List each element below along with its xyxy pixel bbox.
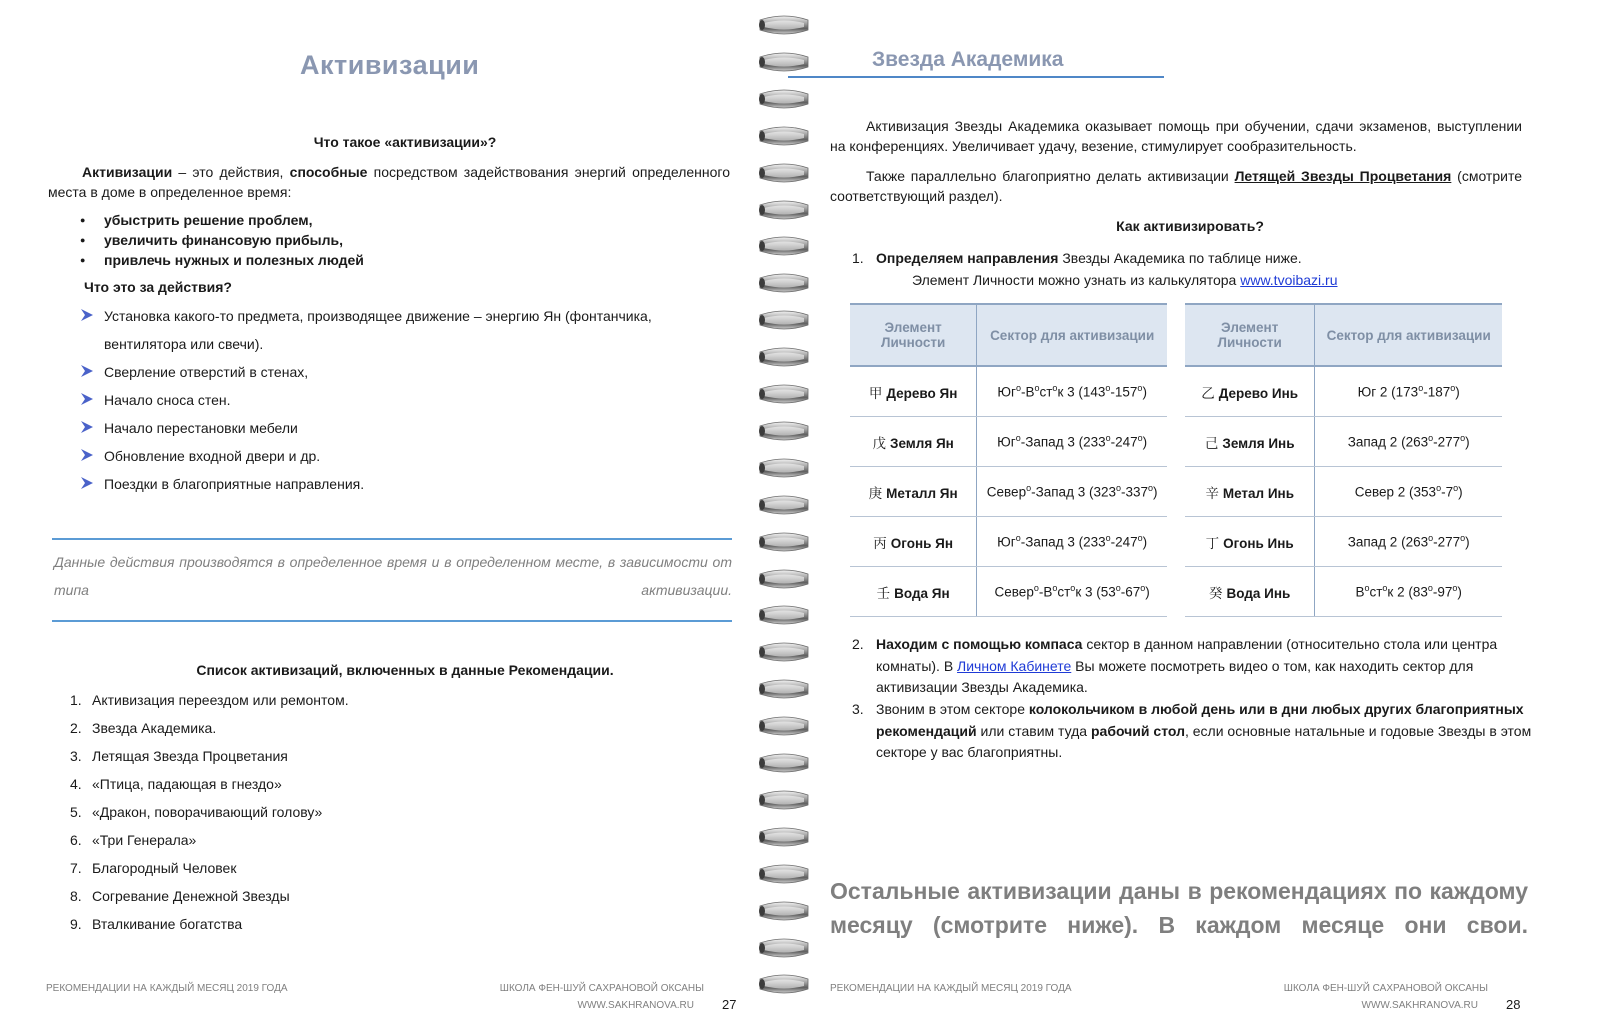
definition-text: – это действия, (172, 164, 290, 180)
spiral-ring-icon (758, 235, 810, 257)
list-item: ● убыстрить решение проблем, (48, 210, 364, 230)
page-title: Звезда Академика (872, 48, 1064, 71)
spiral-ring-icon (758, 641, 810, 663)
spiral-ring-icon (758, 973, 810, 995)
element-cell (1185, 417, 1315, 467)
section-heading: Список активизаций, включенных в данные Рекомендации. (196, 662, 614, 678)
list-item-text: «Птица, падающая в гнездо» (92, 776, 282, 792)
definition-term: Активизации (82, 164, 173, 180)
spiral-ring-icon (758, 826, 810, 848)
footer-site: WWW.SAKHRANOVA.RU (577, 1000, 694, 1011)
page-number: 27 (722, 997, 737, 1012)
element-name: Метал Инь (1222, 485, 1295, 501)
paragraph-text: Также параллельно благоприятно делать активизации (866, 168, 1235, 184)
list-item-text: Звезда Академика. (92, 720, 217, 736)
step-text: сектор в данном направлении (относительно стола или центра комнаты). В (876, 636, 1498, 674)
spiral-ring-icon (758, 715, 810, 737)
element-name: Огонь Ян (890, 535, 954, 551)
step-text: Элемент Личности можно узнать из калькулятора (912, 272, 1241, 288)
footer-left: РЕКОМЕНДАЦИИ НА КАЖДЫЙ МЕСЯЦ 2019 ГОДА (46, 983, 288, 994)
personal-cabinet-link[interactable]: Личном Кабинете (957, 657, 1072, 674)
spiral-ring-icon (758, 125, 810, 147)
table-row (850, 467, 1167, 517)
spiral-ring-icon (758, 383, 810, 405)
reference-link[interactable]: Летящей Звезды Процветания (1234, 168, 1452, 184)
element-name: Земля Инь (1222, 435, 1295, 451)
spiral-ring-icon (758, 420, 810, 442)
hanzi-glyph: 庚 (868, 485, 883, 502)
closing-note: Остальные активизации даны в рекомендациях по каждому месяцу (смотрите ниже). В каждом месяце они свои. (830, 878, 1528, 938)
step-number: 2. (852, 636, 864, 652)
list-item (80, 390, 724, 410)
element-name: Огонь Инь (1223, 535, 1294, 551)
arrow-bullet-icon (80, 476, 94, 490)
list-item-text: Поездки в благоприятные направления. (104, 476, 365, 492)
hanzi-glyph: 己 (1204, 435, 1219, 452)
list-item-text: Благородный Человек (92, 860, 237, 876)
table-row (1185, 417, 1502, 467)
list-item-text: «Три Генерала» (92, 832, 197, 848)
list-item: 7. Благородный Человек (70, 860, 237, 876)
definition-rest: посредством задействования энергий определенного места в доме в определенное время: (48, 164, 730, 200)
arrow-bullet-icon (80, 448, 94, 462)
spiral-ring-icon (758, 162, 810, 184)
element-cell (850, 567, 977, 617)
step-text: или ставим туда (976, 722, 1091, 739)
element-cell (850, 517, 977, 567)
spiral-ring-icon (758, 88, 810, 110)
yin-table (1185, 303, 1502, 617)
sector-cell: $Юг^o$-Запад 3 (233$^o$-247$^o$) (977, 517, 1167, 567)
section-heading: Что это за действия? (84, 279, 232, 295)
spiral-ring-icon (758, 863, 810, 885)
list-item-text: Начало сноса стен. (104, 392, 231, 408)
element-cell (850, 366, 977, 417)
element-name: Земля Ян (889, 435, 954, 451)
step-1-note (912, 270, 1338, 290)
spiral-ring-icon (758, 494, 810, 516)
element-cell (1185, 517, 1315, 567)
left-page (0, 0, 760, 1035)
spiral-ring-icon (758, 51, 810, 73)
list-item-text: «Дракон, поворачивающий голову» (92, 804, 323, 820)
spiral-ring-icon (758, 568, 810, 590)
column-header: Сектор для активизации (977, 304, 1167, 366)
quote-block: Данные действия производятся в определенное время и в определенном месте, в зависимости от типа активизации. (54, 554, 732, 598)
table-header-row (1185, 304, 1502, 366)
column-header: Элемент Личности (1185, 304, 1315, 366)
section-heading: Что такое «активизации»? (313, 134, 497, 150)
title-underline (788, 76, 1164, 78)
table-row (850, 517, 1167, 567)
table-row (1185, 467, 1502, 517)
definition-bold: способные (289, 164, 368, 180)
spiral-ring-icon (758, 457, 810, 479)
step-text: , если основные натальные и годовые Звезды в этом секторе у вас благоприятны. (876, 722, 1532, 760)
list-item: 6. «Три Генерала» (70, 832, 197, 848)
sector-cell: $В^oст^oк$ 2 (83$^o$-97$^o$) (1315, 567, 1502, 617)
footer-left: РЕКОМЕНДАЦИИ НА КАЖДЫЙ МЕСЯЦ 2019 ГОДА (830, 983, 1072, 994)
list-item: ● привлечь нужных и полезных людей (48, 250, 364, 270)
list-item (80, 418, 724, 438)
spiral-ring-icon (758, 346, 810, 368)
spiral-ring-icon (758, 937, 810, 959)
spiral-ring-icon (758, 678, 810, 700)
step-2 (852, 634, 1536, 699)
goal-bullet-list (48, 210, 364, 270)
list-item-text: Начало перестановки мебели (104, 420, 298, 436)
list-item (80, 362, 724, 382)
spiral-ring-icon (758, 900, 810, 922)
spiral-ring-icon (758, 789, 810, 811)
element-cell (1185, 366, 1315, 417)
step-1 (852, 248, 1512, 268)
hanzi-glyph: 乙 (1201, 385, 1215, 402)
intro-paragraph: Активизация Звезды Академика оказывает помощь при обучении, сдачи экзаменов, выступлении на конференциях. Увеличивает удачу, везение, стимулирует сообразительность. (830, 118, 1522, 154)
calculator-link[interactable]: www.tvoibazi.ru (1240, 272, 1338, 288)
element-cell (850, 417, 977, 467)
footer-school: ШКОЛА ФЕН-ШУЙ САХРАНОВОЙ ОКСАНЫ (499, 983, 704, 994)
step-text: Вы можете посмотреть видео о том, как находить сектор для активизации Звезды Академика. (876, 657, 1474, 695)
list-item-text: вентилятора или свечи). (104, 336, 264, 352)
element-name: Дерево Ян (886, 385, 958, 401)
list-item: 3. Летящая Звезда Процветания (70, 748, 288, 764)
hanzi-glyph: 壬 (876, 585, 891, 602)
sector-cell: Запад 2 (263$^o$-277$^o$) (1315, 517, 1502, 567)
intro-paragraph-2 (830, 166, 1522, 206)
step-number: 1. (852, 250, 864, 266)
list-item: 2. Звезда Академика. (70, 720, 217, 736)
element-name: Дерево Инь (1218, 385, 1299, 401)
list-item: 5. «Дракон, поворачивающий голову» (70, 804, 323, 820)
list-item-text: Установка какого-то предмета, производящее движение – энергию Ян (фонтанчика, (104, 308, 652, 324)
list-item: 9. Вталкивание богатства (70, 916, 243, 932)
list-item-text: Активизация переездом или ремонтом. (92, 692, 349, 708)
sector-cell: Запад 2 (263$^o$-277$^o$) (1315, 417, 1502, 467)
list-item (80, 446, 724, 466)
spiral-ring-icon (758, 752, 810, 774)
spiral-ring-icon (758, 309, 810, 331)
sector-cell: $Юг^o$-Запад 3 (233$^o$-247$^o$) (977, 417, 1167, 467)
spiral-ring-icon (758, 199, 810, 221)
sector-cell: $Юг^o-В^oст^oк$ 3 (143$^o$-157$^o$) (977, 366, 1167, 417)
list-item-text: Обновление входной двери и др. (104, 448, 321, 464)
hanzi-glyph: 戊 (872, 435, 886, 452)
list-item-text: Вталкивание богатства (92, 916, 243, 932)
divider (52, 620, 732, 622)
spiral-ring-icon (758, 531, 810, 553)
arrow-bullet-icon (80, 392, 94, 406)
hanzi-glyph: 丙 (873, 535, 887, 552)
table-row (1185, 366, 1502, 417)
page-number: 28 (1506, 997, 1521, 1012)
divider (52, 538, 732, 540)
sector-cell: $Север^o-В^oст^oк$ 3 (53$^o$-67$^o$) (977, 567, 1167, 617)
arrow-bullet-icon (80, 420, 94, 434)
column-header: Элемент Личности (850, 304, 977, 366)
hanzi-glyph: 癸 (1209, 585, 1223, 602)
element-name: Вода Ян (894, 585, 950, 601)
hanzi-glyph: 甲 (868, 385, 883, 402)
sector-cell: Север 2 (353$^o$-7$^o$) (1315, 467, 1502, 517)
page-title: Активизации (300, 50, 480, 80)
step-bold: рабочий стол (1090, 722, 1185, 739)
table-header-row (850, 304, 1167, 366)
list-item-text: Согревание Денежной Звезды (92, 888, 290, 904)
arrow-bullet-icon (80, 308, 94, 322)
spiral-ring-icon (758, 272, 810, 294)
definition-paragraph (48, 162, 730, 202)
step-text: Звоним в этом секторе (876, 701, 1029, 717)
spiral-ring-icon (758, 604, 810, 626)
element-name: Вода Инь (1226, 585, 1291, 601)
hanzi-glyph: 辛 (1205, 485, 1219, 502)
list-item: 8. Согревание Денежной Звезды (70, 888, 290, 904)
step-3 (852, 699, 1536, 764)
element-cell (850, 467, 977, 517)
list-item (80, 474, 724, 494)
column-header: Сектор для активизации (1315, 304, 1502, 366)
arrow-bullet-icon (80, 364, 94, 378)
list-item (80, 334, 724, 354)
sector-cell: Север$^o$-Запад 3 (323$^o$-337$^o$) (977, 467, 1167, 517)
list-item (80, 306, 724, 326)
element-cell (1185, 467, 1315, 517)
spiral-ring-icon (758, 14, 810, 36)
list-item: 1. Активизация переездом или ремонтом. (70, 692, 349, 708)
element-cell (1185, 567, 1315, 617)
paragraph-text: (смотрите соответствующий раздел). (830, 168, 1522, 204)
step-bold: Определяем направления (876, 250, 1059, 266)
table-row (850, 366, 1167, 417)
table-row (850, 567, 1167, 617)
footer-site: WWW.SAKHRANOVA.RU (1361, 1000, 1478, 1011)
table-row (1185, 517, 1502, 567)
step-bold: колокольчиком в любой день или в дни любых других благоприятных рекомендаций (876, 701, 1524, 739)
hanzi-glyph: 丁 (1205, 535, 1220, 552)
step-bold: Находим с помощью компаса (876, 636, 1083, 652)
table-row (1185, 567, 1502, 617)
list-item: 4. «Птица, падающая в гнездо» (70, 776, 282, 792)
element-name: Металл Ян (886, 485, 958, 501)
yang-table (850, 303, 1167, 617)
list-item: ● увеличить финансовую прибыль, (48, 230, 364, 250)
right-page (830, 0, 1600, 1035)
table-row (850, 417, 1167, 467)
step-number: 3. (852, 701, 864, 717)
footer-school: ШКОЛА ФЕН-ШУЙ САХРАНОВОЙ ОКСАНЫ (1283, 983, 1488, 994)
sector-cell: Юг 2 (173$^o$-187$^o$) (1315, 366, 1502, 417)
list-item-text: Летящая Звезда Процветания (92, 748, 288, 764)
list-item-text: Сверление отверстий в стенах, (104, 364, 309, 380)
step-text: Звезды Академика по таблице ниже. (1058, 250, 1302, 266)
section-heading: Как активизировать? (1116, 218, 1264, 234)
